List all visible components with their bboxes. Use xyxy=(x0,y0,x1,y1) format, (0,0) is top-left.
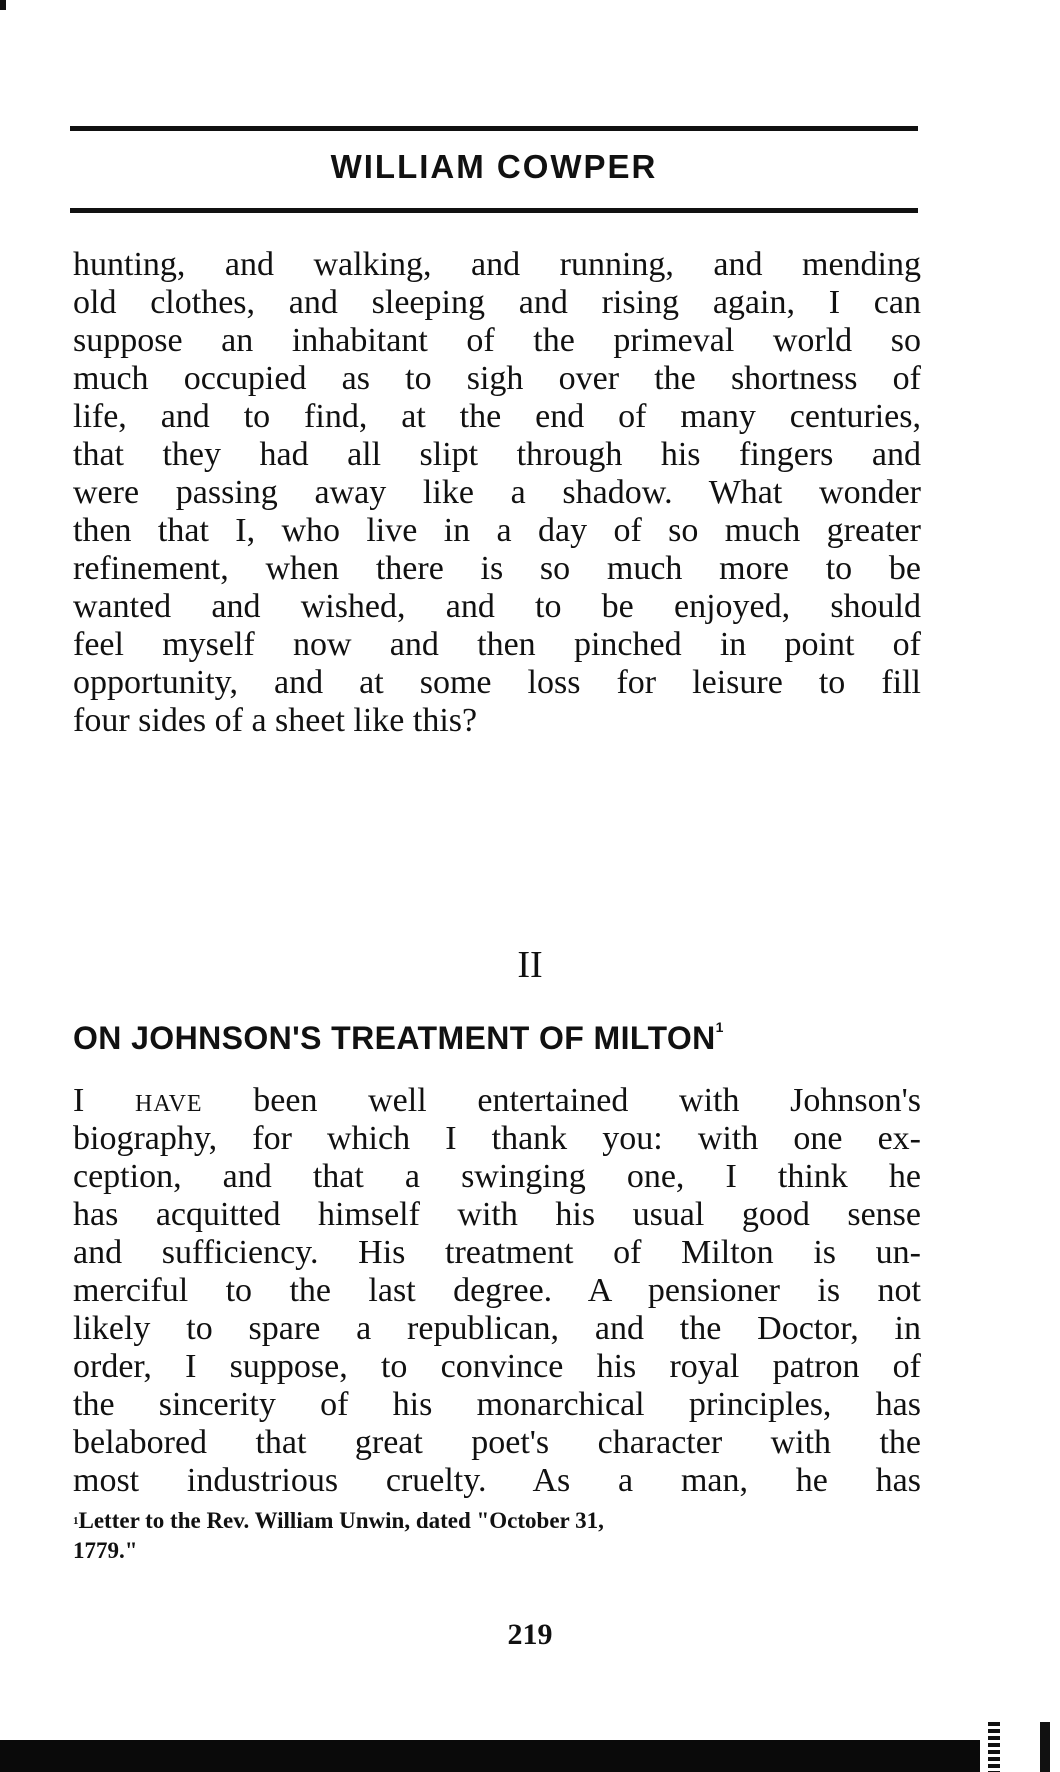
scan-edge-mark xyxy=(1040,1722,1050,1772)
footnote-reference[interactable]: 1 xyxy=(715,1019,724,1035)
scan-edge-bar xyxy=(0,1740,980,1772)
text-line: four sides of a sheet like this? xyxy=(73,702,478,739)
text-line: were passing away like a shadow. What wonder xyxy=(73,474,921,511)
text-line: has acquitted himself with his usual good sense xyxy=(73,1196,921,1233)
text-line: old clothes, and sleeping and rising again, I can xyxy=(73,284,921,321)
page-corner-mark xyxy=(0,0,6,10)
footnote-mark: 1 xyxy=(73,1515,79,1527)
footnote-text: Letter to the Rev. William Unwin, dated "October 31, xyxy=(78,1508,604,1533)
section-number: II xyxy=(517,944,543,986)
text-line: then that I, who live in a day of so much greater xyxy=(73,512,921,549)
text-line: most industrious cruelty. As a man, he has xyxy=(73,1462,921,1499)
footnote xyxy=(73,1506,933,1566)
text-line: biography, for which I thank you: with one ex- xyxy=(73,1120,921,1157)
opening-word: I xyxy=(73,1082,85,1119)
text-line: opportunity, and at some loss for leisure to fill xyxy=(73,664,921,701)
text-line: order, I suppose, to convince his royal patron of xyxy=(73,1348,921,1385)
text-line: suppose an inhabitant of the primeval world so xyxy=(73,322,921,359)
running-head: WILLIAM COWPER xyxy=(330,148,658,185)
small-caps-word: have xyxy=(135,1082,203,1119)
text-line: merciful to the last degree. A pensioner is not xyxy=(73,1272,921,1309)
header-rule-bottom xyxy=(70,208,918,213)
text-line: wanted and wished, and to be enjoyed, should xyxy=(73,588,921,625)
text-line: ception, and that a swinging one, I think he xyxy=(73,1158,921,1195)
footnote-line: 1779." xyxy=(73,1538,138,1563)
chapter-title xyxy=(73,1019,953,1056)
text-line: life, and to find, at the end of many centuries, xyxy=(73,398,921,435)
header-rule-top xyxy=(70,126,918,131)
chapter-title-text: ON JOHNSON'S TREATMENT OF MILTON xyxy=(73,1020,716,1056)
text-line: belabored that great poet's character with the xyxy=(73,1424,921,1461)
text-line: that they had all slipt through his fingers and xyxy=(73,436,921,473)
first-line-rest: been well entertained with Johnson's xyxy=(253,1082,922,1119)
paragraph-continued xyxy=(73,246,921,740)
text-line: hunting, and walking, and running, and mending xyxy=(73,246,921,283)
text-line: feel myself now and then pinched in point of xyxy=(73,626,921,663)
text-line: refinement, when there is so much more to be xyxy=(73,550,921,587)
footnote-line xyxy=(73,1506,933,1536)
text-line: likely to spare a republican, and the Doctor, in xyxy=(73,1310,921,1347)
scan-edge-mark xyxy=(988,1722,1000,1772)
text-line: the sincerity of his monarchical principles, has xyxy=(73,1386,921,1423)
text-line-first xyxy=(73,1082,921,1120)
text-line: and sufficiency. His treatment of Milton is un- xyxy=(73,1234,921,1271)
page-number: 219 xyxy=(507,1618,553,1651)
text-line: much occupied as to sigh over the shortness of xyxy=(73,360,921,397)
paragraph-body xyxy=(73,1082,921,1500)
